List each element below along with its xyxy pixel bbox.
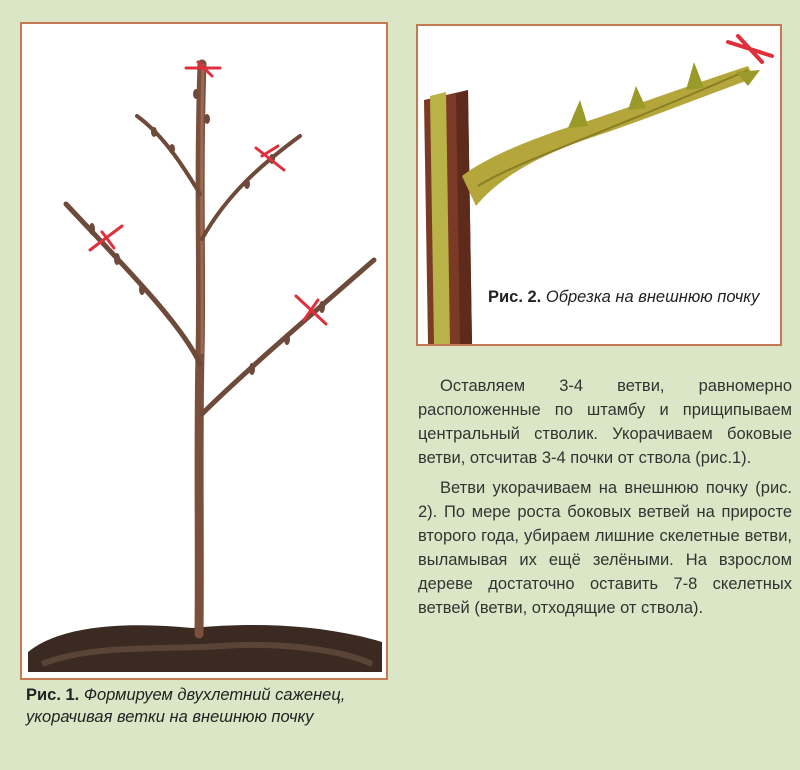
sapling-illustration [22, 24, 386, 678]
figure-1-caption [26, 684, 386, 728]
figure-2-label: Рис. 2. [488, 288, 542, 306]
paragraph-1: Оставляем 3-4 ветви, равномерно расположенные по штамбу и прищипываем центральный стволик. Укорачиваем боковые ветви, отсчитав 3-4 почки от ствола (рис.1). [418, 377, 792, 467]
figure-1-panel [20, 22, 388, 680]
branch-upper-left [137, 116, 200, 194]
paragraph-2: Ветви укорачиваем на внешнюю почку (рис. 2). По мере роста боковых ветвей на приросте второго года, убираем лишние скелетные ветви, выламывая их ещё зелёными. На взрослом дереве достаточно оставить 7-8 скелетных ветвей (ветви, отходящие от ствола). [418, 479, 792, 617]
branch-left [66, 204, 200, 364]
figure-1-caption-text: Формируем двухлетний саженец, укорачивая ветки на внешнюю почку [26, 686, 346, 726]
cut-mark [728, 36, 772, 62]
article-text [418, 374, 792, 626]
figure-2-caption [488, 286, 778, 308]
branch-upper-right [202, 136, 300, 239]
figure-2-caption-text: Обрезка на внешнюю почку [545, 288, 760, 306]
figure-1-label: Рис. 1. [26, 686, 80, 704]
